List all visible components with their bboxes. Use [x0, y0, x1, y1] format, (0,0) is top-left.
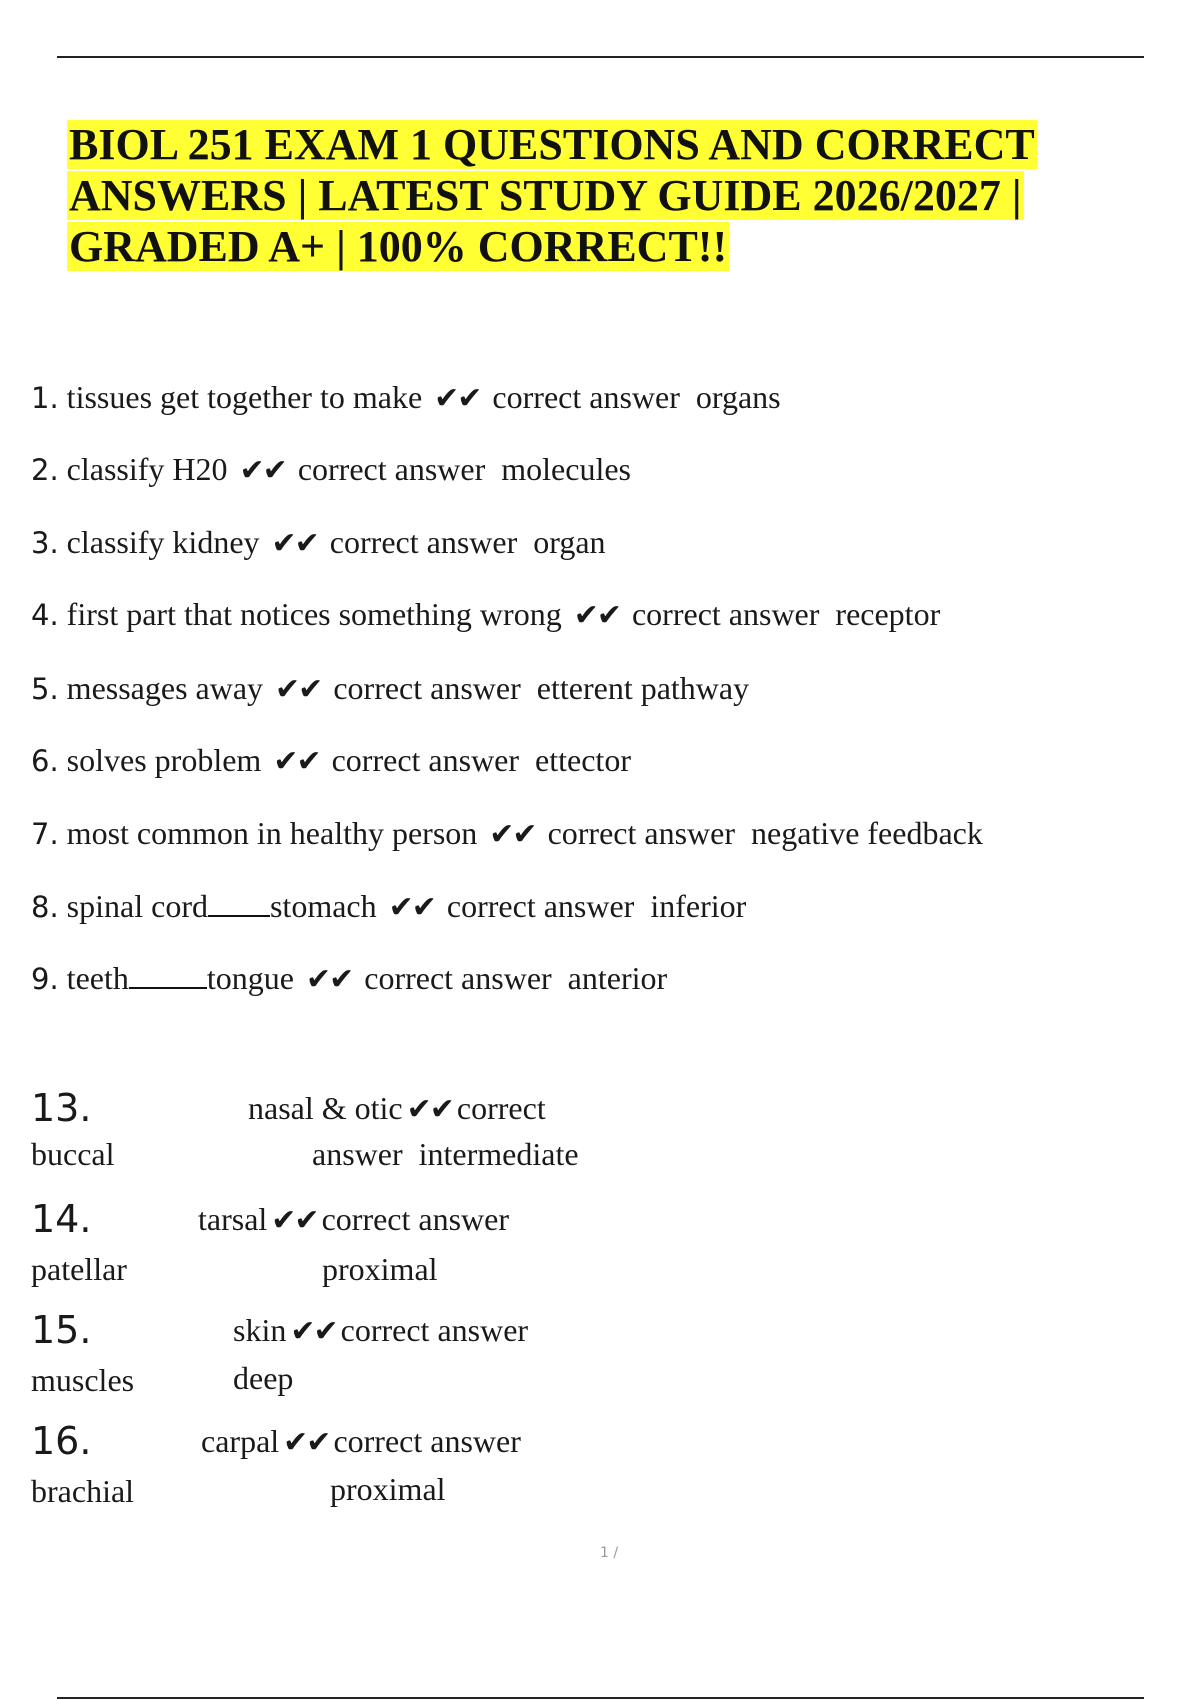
answer-label: correct answer [364, 960, 552, 996]
list-item [31, 594, 940, 636]
answer-label: correct answer [631, 596, 820, 632]
answer-label: correct answer [446, 888, 635, 924]
document-title [67, 119, 1067, 272]
double-check-icon: ✔✔ [283, 1425, 330, 1460]
entry-number: 14. [31, 1197, 92, 1241]
answer-text: negative feedback [751, 815, 983, 851]
double-check-icon: ✔✔ [305, 962, 353, 997]
question-prompt: classify kidney [66, 524, 260, 560]
question-prompt: solves problem [66, 742, 262, 778]
question-prompt: tongue [206, 960, 294, 996]
answer-label: correct answer [547, 815, 735, 851]
answer-text: inferior [650, 888, 747, 924]
answer-text: intermediate [418, 1136, 579, 1172]
double-check-icon: ✔✔ [239, 453, 286, 488]
entry-term: muscles [31, 1362, 135, 1398]
entry-term: patellar [31, 1251, 127, 1287]
answer-label: correct answer [329, 524, 518, 560]
answer-label: correct [456, 1090, 546, 1126]
entry-question [198, 1199, 509, 1241]
double-check-icon: ✔✔ [275, 672, 322, 707]
list-item [31, 813, 983, 855]
question-number: 3. [31, 526, 59, 560]
question-prompt: classify H20 [66, 451, 228, 487]
answer-text: molecules [501, 451, 631, 487]
entry-question [233, 1310, 528, 1352]
question-prompt: first part that notices something wrong [66, 596, 562, 632]
answer-label: correct answer [333, 1423, 521, 1459]
entry-answer-line [312, 1134, 579, 1174]
double-check-icon: ✔✔ [406, 1092, 453, 1127]
top-rule [57, 56, 1144, 58]
entry-number: 13. [31, 1086, 92, 1130]
double-check-icon: ✔✔ [273, 744, 320, 779]
question-prompt: spinal cord [66, 888, 208, 924]
title-highlight: BIOL 251 EXAM 1 QUESTIONS AND CORRECT ANSWERS | LATEST STUDY GUIDE 2026/2027 | GRADED A+ | 100% CORRECT!! [69, 120, 1035, 271]
double-check-icon: ✔✔ [573, 598, 620, 633]
answer-text: proximal [322, 1251, 438, 1287]
answer-label: correct answer [321, 1201, 510, 1237]
question-number: 4. [31, 598, 59, 632]
entry-prompt: skin [233, 1312, 287, 1348]
answer-text: organs [695, 379, 781, 415]
answer-text: ettector [535, 742, 631, 778]
double-check-icon: ✔✔ [271, 526, 318, 561]
list-item [31, 377, 781, 419]
list-item [31, 668, 749, 710]
question-number: 8. [31, 890, 59, 924]
answer-label: correct answer [331, 742, 520, 778]
question-number: 7. [31, 817, 59, 851]
question-prompt: most common in healthy person [66, 815, 478, 851]
entry-term: brachial [31, 1473, 135, 1509]
entry-term: buccal [31, 1136, 115, 1172]
double-check-icon: ✔✔ [271, 1203, 318, 1238]
list-item [31, 958, 667, 1000]
answer-text: receptor [835, 596, 941, 632]
fill-in-blank [208, 891, 270, 917]
answer-text: organ [533, 524, 606, 560]
list-item [31, 1308, 671, 1418]
answer-label: correct answer [492, 379, 680, 415]
question-number: 9. [31, 962, 59, 996]
question-prompt: messages away [66, 670, 264, 706]
list-item [31, 522, 606, 564]
answer-label: correct answer [297, 451, 486, 487]
entry-number: 16. [31, 1419, 92, 1463]
question-number: 1. [31, 381, 59, 415]
answer-label: correct answer [340, 1312, 529, 1348]
double-check-icon: ✔✔ [489, 817, 536, 852]
list-item [31, 449, 631, 491]
list-item [31, 1197, 671, 1307]
entry-prompt: carpal [201, 1423, 280, 1459]
answer-label: correct answer [333, 670, 521, 706]
answer-text: proximal [330, 1471, 446, 1507]
bottom-rule [57, 1697, 1144, 1699]
list-item [31, 886, 746, 928]
answer-text: anterior [567, 960, 668, 996]
question-prompt: tissues get together to make [66, 379, 423, 415]
double-check-icon: ✔✔ [290, 1314, 337, 1349]
answer-text: deep [233, 1360, 294, 1396]
entry-prompt: nasal & otic [248, 1090, 403, 1126]
double-check-icon: ✔✔ [434, 381, 481, 416]
entry-prompt: tarsal [198, 1201, 268, 1237]
entry-question [248, 1088, 546, 1130]
list-item [31, 740, 631, 782]
question-number: 6. [31, 744, 59, 778]
answer-text: etterent pathway [536, 670, 750, 706]
question-prompt: teeth [66, 960, 129, 996]
entry-number: 15. [31, 1308, 92, 1352]
question-number: 2. [31, 453, 59, 487]
double-check-icon: ✔✔ [388, 890, 435, 925]
entry-question [201, 1421, 521, 1463]
list-item [31, 1086, 671, 1196]
page-number: 1 / [600, 1545, 619, 1561]
fill-in-blank [129, 963, 207, 989]
list-item [31, 1419, 671, 1529]
question-prompt: stomach [269, 888, 377, 924]
question-number: 5. [31, 672, 59, 706]
answer-label: answer [312, 1136, 403, 1172]
